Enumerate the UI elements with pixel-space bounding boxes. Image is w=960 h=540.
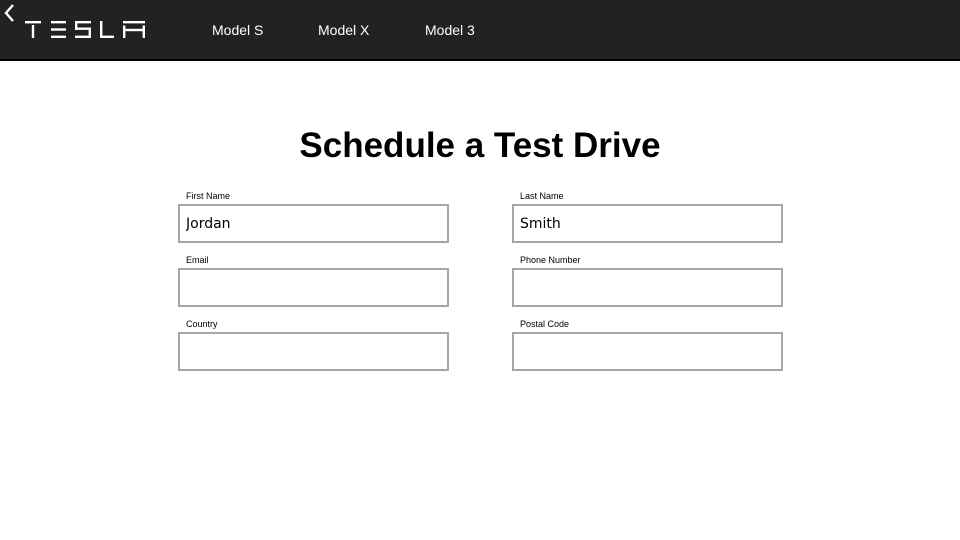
tesla-wordmark-icon [25,21,147,38]
country-label: Country [186,319,218,329]
postal-code-field[interactable] [512,332,783,371]
first-name-label: First Name [186,191,231,201]
phone-number-label: Phone Number [520,255,581,265]
email-label: Email [186,255,209,265]
back-button[interactable] [1,2,17,24]
nav-model-x[interactable]: Model X [318,22,370,38]
top-navigation-bar [0,0,960,61]
first-name-field[interactable] [178,204,449,243]
phone-number-field[interactable] [512,268,783,307]
email-field[interactable] [178,268,449,307]
last-name-field[interactable] [512,204,783,243]
page-title: Schedule a Test Drive [299,126,661,165]
nav-model-s[interactable]: Model S [212,22,264,38]
country-field[interactable] [178,332,449,371]
nav-model-3[interactable]: Model 3 [425,22,475,38]
chevron-left-icon [1,2,17,24]
postal-code-label: Postal Code [520,319,570,329]
last-name-label: Last Name [520,191,564,201]
tesla-logo[interactable] [25,21,147,38]
